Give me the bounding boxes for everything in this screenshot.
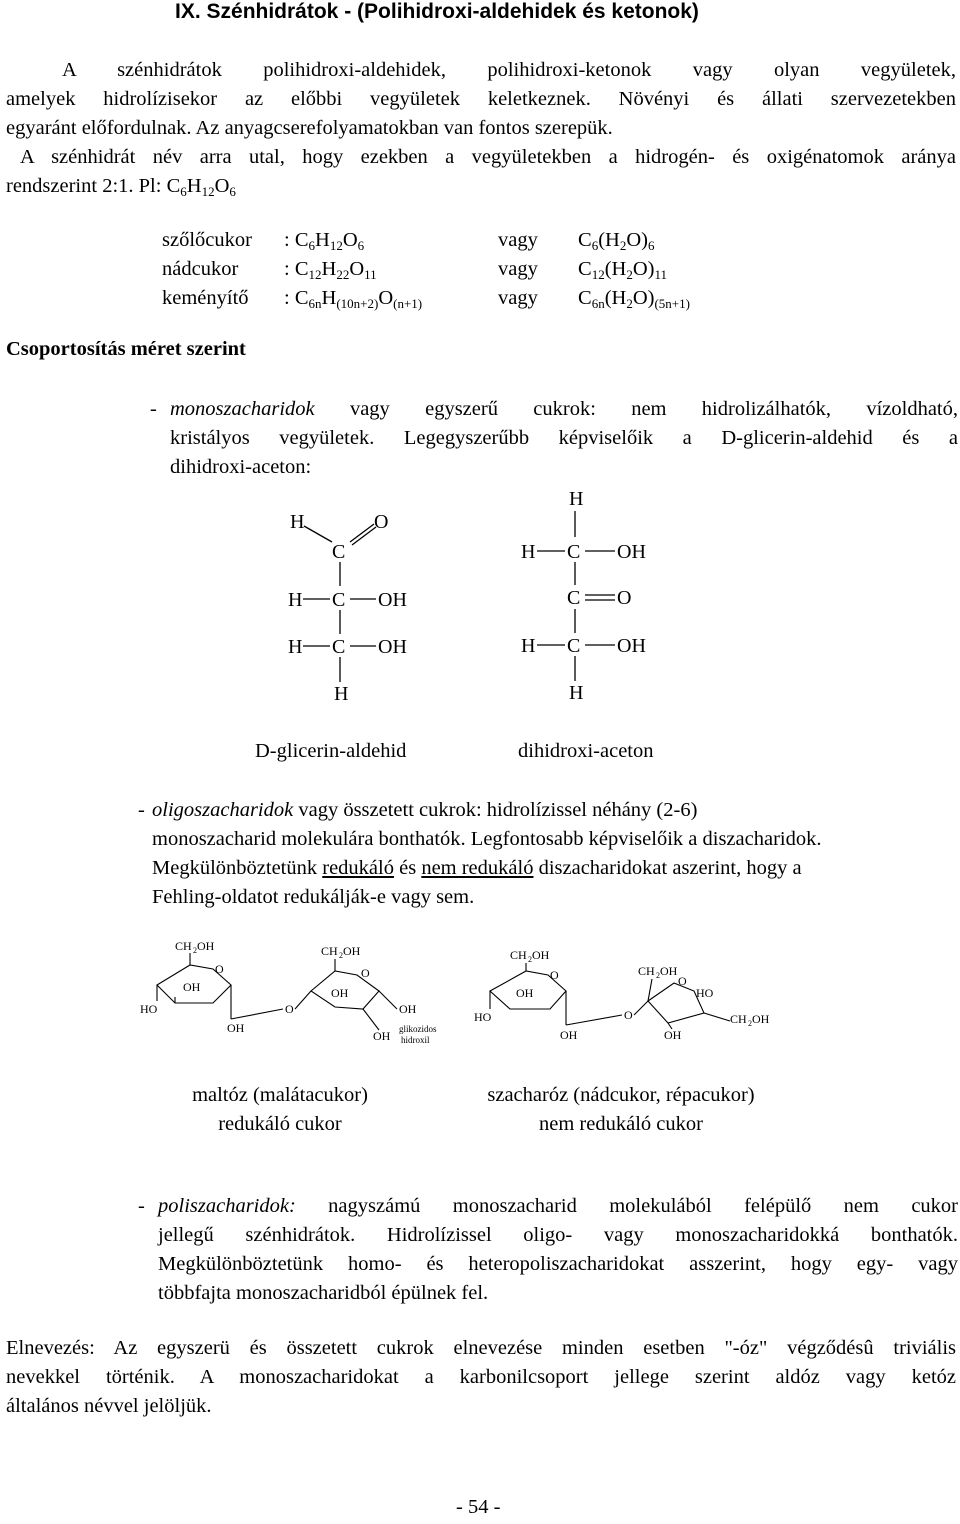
svg-text:H: H <box>288 589 303 611</box>
intro-line: amelyek hidrolízisekor az előbbi vegyületek keletkeznek. Növényi és állati szervezetekben <box>6 88 956 110</box>
oligo-line: monoszacharid molekulára bonthatók. Legfontosabb képviselőik a diszacharidok. <box>152 828 822 850</box>
formula-table <box>162 226 762 313</box>
formula-row <box>162 255 762 284</box>
svg-text:OH: OH <box>227 1021 245 1035</box>
non-reducing-term: nem redukáló <box>421 857 534 879</box>
svg-text:OH: OH <box>399 1002 417 1016</box>
poli-line: jellegű szénhidrátok. Hidrolízissel oligo- vagy monoszacharidokká bonthatók. <box>158 1224 958 1246</box>
svg-text:OH: OH <box>343 944 361 958</box>
intro-line: egyaránt előfordulnak. Az anyagcserefolyamatokban van fontos szerepük. <box>6 117 613 139</box>
formula-or: vagy <box>498 258 538 280</box>
poli-line: Megkülönböztetünk homo- és heteropoliszacharidokat asszerint, hogy egy- vagy <box>158 1253 958 1275</box>
svg-text:CH: CH <box>510 948 527 962</box>
list-dash: - <box>150 398 157 420</box>
glyceraldehyde-label: D-glicerin-aldehid <box>255 740 407 762</box>
svg-text:C: C <box>567 541 581 563</box>
poli-item <box>138 1192 958 1308</box>
oligo-text: Megkülönböztetünk <box>152 857 323 879</box>
sucrose-structure <box>472 935 792 1055</box>
intro-line: A szénhidrát név arra utal, hogy ezekben a vegyületekben a hidrogén- és oxigénatomok aránya <box>20 146 956 168</box>
intro-example-prefix: rendszerint 2:1. Pl: <box>6 175 167 197</box>
svg-text:OH: OH <box>183 980 201 994</box>
svg-text:O: O <box>678 974 687 988</box>
mono-text: vagy egyszerű cukrok: nem hidrolizálhatók, vízoldható, <box>314 398 958 420</box>
svg-text:hidroxil: hidroxil <box>401 1035 430 1045</box>
svg-text:H: H <box>521 635 536 657</box>
naming-paragraph <box>6 1334 956 1421</box>
svg-text:O: O <box>215 962 224 976</box>
intro-paragraph <box>6 56 956 201</box>
svg-text:HO: HO <box>696 986 714 1000</box>
glyceraldehyde-structure <box>270 500 450 710</box>
maltose-caption <box>150 1081 410 1139</box>
svg-text:H: H <box>521 541 536 563</box>
mono-item <box>150 395 958 482</box>
svg-text:OH: OH <box>560 1028 578 1042</box>
formula-hydrate: $C_{6n}(H_2O)_{(5n+1)}$ <box>578 287 690 311</box>
formula-name: szőlőcukor <box>162 229 252 251</box>
svg-text:2: 2 <box>193 946 197 955</box>
svg-text:OH: OH <box>373 1029 391 1043</box>
naming-line: nevekkel történik. A monoszacharidokat a karbonilcsoport jellege szerint aldóz vagy ketóz <box>6 1366 956 1388</box>
svg-text:H: H <box>569 488 584 510</box>
oligo-text: diszacharidokat aszerint, hogy a <box>533 857 802 879</box>
formula-row <box>162 226 762 255</box>
svg-text:C: C <box>332 636 346 658</box>
svg-text:O: O <box>550 968 559 982</box>
svg-text:2: 2 <box>339 951 343 960</box>
svg-text:OH: OH <box>617 635 646 657</box>
svg-text:OH: OH <box>378 589 407 611</box>
formula-or: vagy <box>498 229 538 251</box>
svg-text:HO: HO <box>140 1002 158 1016</box>
svg-text:C: C <box>567 635 581 657</box>
svg-text:2: 2 <box>528 955 532 964</box>
mono-line: kristályos vegyületek. Legegyszerűbb képviselőik a D-glicerin-aldehid és a <box>170 427 958 449</box>
dihydroxyacetone-structure <box>505 485 695 705</box>
svg-text:H: H <box>569 682 584 704</box>
svg-text:H: H <box>334 683 349 705</box>
oligo-text: és <box>393 857 422 879</box>
oligo-term: oligoszacharidok <box>152 799 294 821</box>
svg-text:O: O <box>624 1008 633 1022</box>
svg-text:H: H <box>288 636 303 658</box>
svg-text:OH: OH <box>378 636 407 658</box>
svg-text:C: C <box>567 587 581 609</box>
formula-molecular: : $C_{6n}H_{(10n+2)}O_{(n+1)}$ <box>284 287 423 311</box>
formula-name: keményítő <box>162 287 249 309</box>
list-dash: - <box>138 1195 145 1217</box>
formula-hydrate: $C_{12}(H_2O)_{11}$ <box>578 258 667 282</box>
svg-text:C: C <box>332 541 346 563</box>
svg-text:O: O <box>374 511 389 533</box>
poli-term: poliszacharidok: <box>158 1195 296 1217</box>
svg-text:OH: OH <box>331 986 349 1000</box>
dihydroxyacetone-label: dihidroxi-aceton <box>518 740 654 762</box>
svg-text:OH: OH <box>197 939 215 953</box>
oligo-text: vagy összetett cukrok: hidrolízissel néhány (2-6) <box>293 799 698 821</box>
sucrose-caption <box>466 1081 776 1139</box>
oligo-line <box>152 796 956 825</box>
svg-text:2: 2 <box>656 971 660 980</box>
sucrose-type: nem redukáló cukor <box>539 1113 703 1135</box>
poli-line <box>158 1192 958 1221</box>
mono-term: monoszacharidok <box>170 398 315 420</box>
svg-text:OH: OH <box>532 948 550 962</box>
formula-molecular: : $C_6H_{12}O_6$ <box>284 229 365 253</box>
formula-name: nádcukor <box>162 258 239 280</box>
maltose-name: maltóz (malátacukor) <box>192 1084 368 1106</box>
svg-text:OH: OH <box>664 1028 682 1042</box>
page-title: IX. Szénhidrátok - (Polihidroxi-aldehidek és ketonok) <box>175 0 699 23</box>
maltose-type: redukáló cukor <box>218 1113 342 1135</box>
mono-line <box>170 395 958 424</box>
svg-text:OH: OH <box>752 1012 770 1026</box>
svg-text:OH: OH <box>660 964 678 978</box>
formula-hydrate: $C_6(H_2O)_6$ <box>578 229 655 253</box>
sucrose-name: szacharóz (nádcukor, répacukor) <box>487 1084 755 1106</box>
svg-text:O: O <box>285 1002 294 1016</box>
svg-text:CH: CH <box>730 1012 747 1026</box>
formula-molecular: : $C_{12}H_{22}O_{11}$ <box>284 258 377 282</box>
svg-text:O: O <box>617 587 632 609</box>
svg-text:H: H <box>290 511 305 533</box>
svg-text:CH: CH <box>321 944 338 958</box>
poli-line: többfajta monoszacharidból épülnek fel. <box>158 1282 489 1304</box>
list-dash: - <box>138 799 145 821</box>
svg-text:CH: CH <box>638 964 655 978</box>
section-heading: Csoportosítás méret szerint <box>6 338 246 360</box>
svg-text:OH: OH <box>617 541 646 563</box>
svg-text:2: 2 <box>748 1019 752 1028</box>
naming-line: Elnevezés: Az egyszerü és összetett cukrok elnevezése minden esetben "-óz" végződésû triviális <box>6 1337 956 1359</box>
mono-line: dihidroxi-aceton: <box>170 456 312 478</box>
svg-text:HO: HO <box>474 1010 492 1024</box>
reducing-term: redukáló <box>322 857 394 879</box>
oligo-line: Fehling-oldatot redukálják-e vagy sem. <box>152 886 475 908</box>
formula-row <box>162 284 762 313</box>
oligo-line <box>152 854 956 883</box>
page-number: - 54 - <box>456 1496 501 1518</box>
svg-text:C: C <box>332 589 346 611</box>
naming-line: általános névvel jelöljük. <box>6 1395 212 1417</box>
svg-text:OH: OH <box>516 986 534 1000</box>
oligo-item <box>138 796 956 912</box>
intro-line: A szénhidrátok polihidroxi-aldehidek, polihidroxi-ketonok vagy olyan vegyületek, <box>62 59 956 81</box>
svg-text:glikozidos: glikozidos <box>399 1024 437 1034</box>
intro-line: rendszerint 2:1. Pl: $C_6H_{12}O_6$ <box>6 175 236 199</box>
formula-or: vagy <box>498 287 538 309</box>
svg-text:CH: CH <box>175 939 192 953</box>
poli-text: nagyszámú monoszacharid molekulából felépülő nem cukor <box>295 1195 958 1217</box>
svg-text:O: O <box>361 966 370 980</box>
maltose-structure <box>135 935 455 1055</box>
